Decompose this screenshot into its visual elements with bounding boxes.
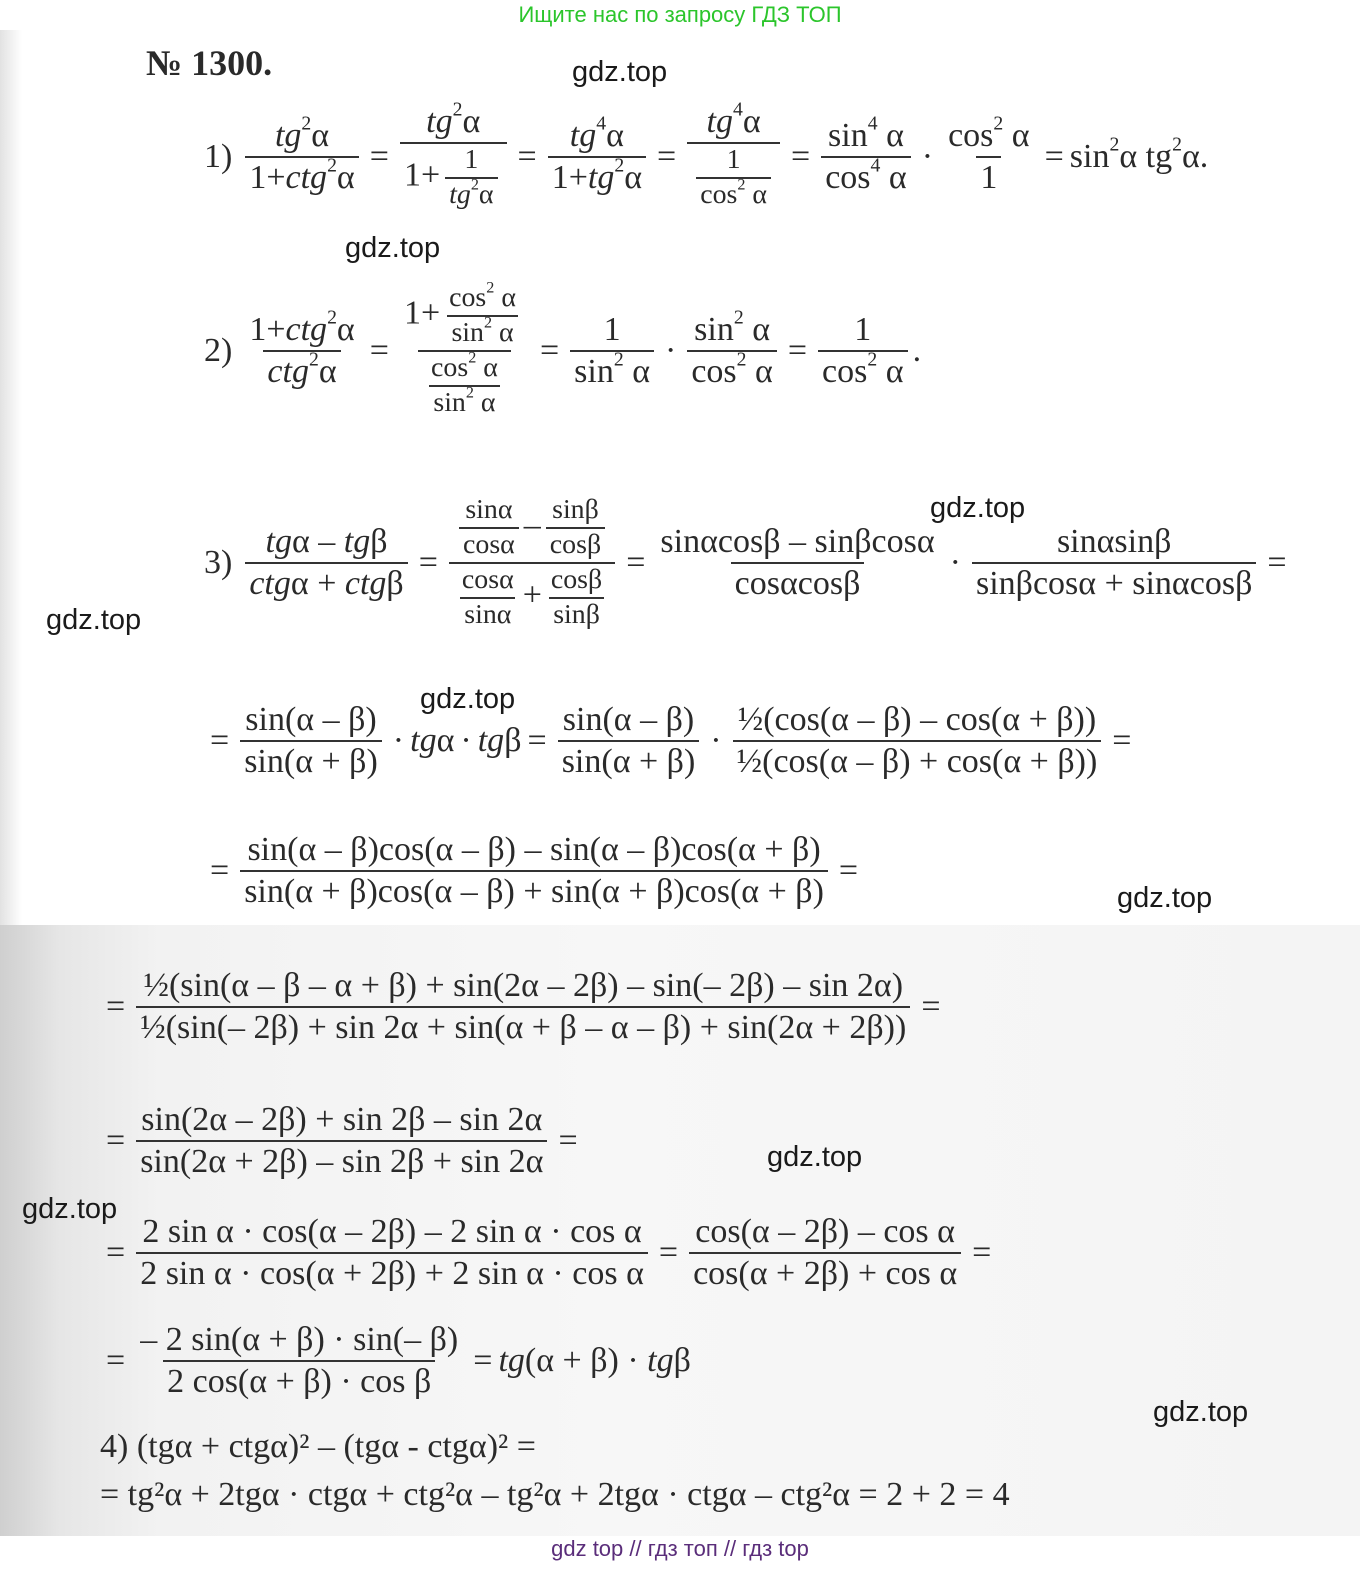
- watermark: gdz.top: [22, 1193, 118, 1225]
- part-3-equation-6: = $\frac{\text{2 sin α · cos(α – 2β) – 2 sin α · cos α}}{\text{2 sin α · cos(α + 2β) + 2 sin α · cos α}}$ = $\frac{\text{cos(α – 2β) – cos α}}{\text{cos(α + 2β) + cos α}}$ =: [100, 1212, 997, 1294]
- promo-banner[interactable]: Ищите нас по запросу ГДЗ ТОП: [518, 2, 842, 27]
- part-1-equation: 1) $\frac{tg^2\alpha}{1+ctg^2\alpha}$ = $tg^2\alpha$ 1+ $\frac{1}{tg^2\alpha}$ = $\frac{tg^4\alpha}{1+tg^2\alpha}$ = $\frac{tg^4\alpha}{\frac{1}{\cos^2 \alpha}}$ = $\frac{\sin^4 \alpha}{\cos^4 \alpha}$ · $\frac{\cos^2 \alpha}{1}$ = $\sin^2\alpha$ $tg^2\alpha$.: [204, 98, 1209, 210]
- scan-left-edge: [0, 30, 22, 930]
- part-2-label: 2): [204, 331, 233, 369]
- watermark: gdz.top: [345, 232, 441, 264]
- part-3-equation-4: = $\frac{\text{½(sin(α – β – α + β) + sin(2α – 2β) – sin(– 2β) – sin 2α)}}{\text{½(sin(– 2β) + sin 2α + sin(α + β – α – β) + sin(2α + 2β))}}$ =: [100, 966, 947, 1048]
- footer-links[interactable]: gdz top // гдз топ // гдз top: [551, 1536, 809, 1561]
- watermark: gdz.top: [930, 492, 1026, 524]
- part-3-equation-5: = $\frac{\sin(2\alpha - 2\beta) + \sin 2\beta - \sin 2\alpha}{\sin(2\alpha + 2\beta) - \sin 2\beta + \sin 2\alpha}$ =: [100, 1100, 584, 1182]
- part-4-line-2: = tg²α + 2tgα · ctgα + ctg²α – tg²α + 2tgα · ctgα – ctg²α = 2 + 2 = 4: [100, 1476, 1010, 1513]
- part-4-line-1: 4) (tgα + ctgα)² – (tgα - ctgα)² =: [100, 1428, 536, 1465]
- watermark: gdz.top: [572, 56, 668, 88]
- watermark: gdz.top: [767, 1141, 863, 1173]
- part-3-equation-7: = $\frac{- 2 \sin(\alpha + \beta) \cdot \sin(- \beta)}{\text{2 cos(α + β) · cos β}}$ = tg(α + β) · tgβ: [100, 1320, 691, 1402]
- watermark: gdz.top: [420, 683, 516, 715]
- watermark: gdz.top: [1117, 882, 1213, 914]
- part-2-equation: 2) $\frac{1+ctg^2\alpha}{ctg^2\alpha}$ = 1+ $\frac{\cos^2 \alpha}{\sin^2 \alpha}$ $\frac{\cos^2 \alpha}{\sin^2 \alpha}$ = $\frac{1}{\sin^2 \alpha}$ · $\frac{\sin^2 \alpha}{\cos^2 \alpha}$ = $\frac{1}{\cos^2 \alpha}$ .: [204, 279, 922, 418]
- part-3-equation-3: = $\frac{\sin(\alpha - \beta)\cos(\alpha - \beta) - \sin(\alpha - \beta)\cos(\alpha + \beta)}{\sin(\alpha + \beta)\cos(\alpha - \beta) + \sin(\alpha + \beta)\cos(\alpha + \beta)}$ =: [204, 830, 864, 912]
- watermark: gdz.top: [1153, 1396, 1249, 1428]
- part-3-equation-1: 3) $\frac{\text{tgα – tgβ}}{\text{ctgα + ctgβ}}$ = $\frac{\sin\alpha}{\cos\alpha}$ – $\frac{\sin\beta}{\cos\beta}$ $\frac{\cos\alpha}{\sin\alpha}$ + $\frac{\cos\beta}{\sin\beta}$ = $\frac{\sin\alpha\cos\beta - \sin\beta\cos\alpha}{\cos\alpha\cos\beta}$ · $\frac{\sin\alpha\sin\beta}{\sin\beta\cos\alpha + \sin\alpha\cos\beta}$ =: [204, 494, 1287, 630]
- part-3-equation-2: = $\frac{\sin(\alpha - \beta)}{\sin(\alpha + \beta)}$ · tg α · tg β = $\frac{\sin(\alpha - \beta)}{\sin(\alpha + \beta)}$ · $\frac{\text{½(cos(α – β) – cos(α + β))}}{\text{½(cos(α – β) + cos(α + β))}}$ =: [204, 700, 1137, 782]
- part-1-label: 1): [204, 137, 233, 175]
- problem-number: № 1300.: [146, 43, 273, 83]
- part-3-label: 3): [204, 543, 233, 581]
- watermark: gdz.top: [46, 604, 142, 636]
